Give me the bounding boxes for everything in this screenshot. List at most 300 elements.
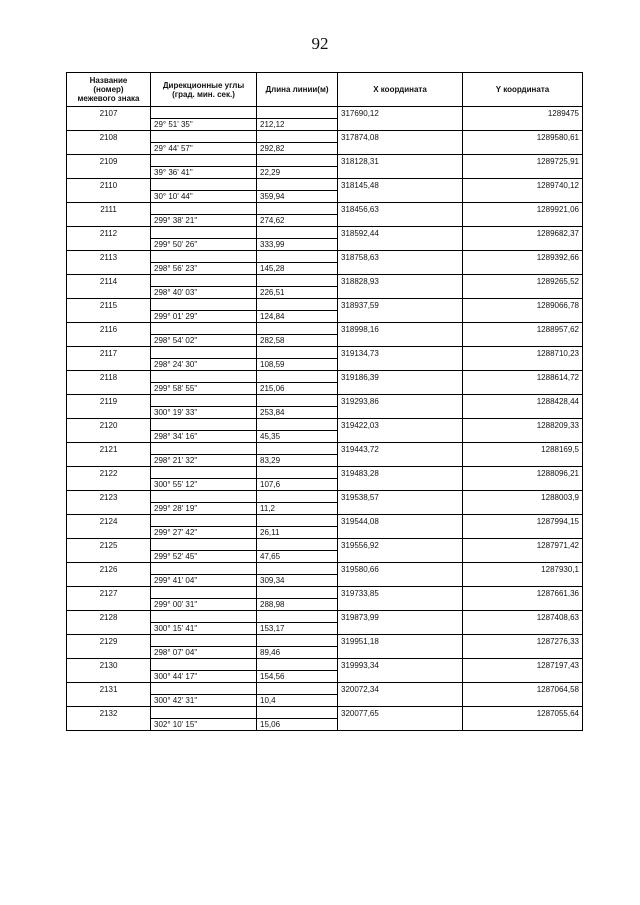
x-empty <box>338 599 463 611</box>
y-coordinate: 1287930,1 <box>463 563 583 575</box>
x-coordinate: 318456,63 <box>338 203 463 215</box>
point-name: 2113 <box>67 251 151 263</box>
x-empty <box>338 383 463 395</box>
y-coordinate: 1289265,52 <box>463 275 583 287</box>
bearing-angle: 299° 58' 55" <box>151 383 257 395</box>
y-coordinate: 1287064,58 <box>463 683 583 695</box>
line-length: 215,06 <box>257 383 338 395</box>
point-name-empty <box>67 647 151 659</box>
y-coordinate: 1287276,33 <box>463 635 583 647</box>
bearing-empty <box>151 515 257 527</box>
point-row <box>67 275 583 287</box>
x-coordinate: 317874,08 <box>338 131 463 143</box>
point-name: 2126 <box>67 563 151 575</box>
bearing-angle: 300° 42' 31" <box>151 695 257 707</box>
line-length: 89,46 <box>257 647 338 659</box>
segment-row <box>67 119 583 131</box>
length-empty <box>257 179 338 191</box>
bearing-empty <box>151 683 257 695</box>
x-empty <box>338 239 463 251</box>
y-empty <box>463 167 583 179</box>
x-coordinate: 319422,03 <box>338 419 463 431</box>
segment-row <box>67 311 583 323</box>
x-coordinate: 318758,63 <box>338 251 463 263</box>
point-row <box>67 491 583 503</box>
y-coordinate: 1289725,91 <box>463 155 583 167</box>
y-coordinate: 1288428,44 <box>463 395 583 407</box>
length-empty <box>257 107 338 119</box>
point-name-empty <box>67 407 151 419</box>
point-name-empty <box>67 239 151 251</box>
length-empty <box>257 155 338 167</box>
x-empty <box>338 551 463 563</box>
y-empty <box>463 623 583 635</box>
line-length: 226,51 <box>257 287 338 299</box>
x-coordinate: 317690,12 <box>338 107 463 119</box>
y-coordinate: 1289740,12 <box>463 179 583 191</box>
x-coordinate: 319733,85 <box>338 587 463 599</box>
point-name: 2108 <box>67 131 151 143</box>
point-name: 2124 <box>67 515 151 527</box>
bearing-angle: 299° 38' 21" <box>151 215 257 227</box>
length-empty <box>257 515 338 527</box>
x-coordinate: 319993,34 <box>338 659 463 671</box>
length-empty <box>257 275 338 287</box>
bearing-empty <box>151 227 257 239</box>
y-empty <box>463 119 583 131</box>
point-name: 2129 <box>67 635 151 647</box>
bearing-angle: 298° 21' 32" <box>151 455 257 467</box>
y-empty <box>463 719 583 731</box>
x-coordinate: 319544,08 <box>338 515 463 527</box>
x-coordinate: 319951,18 <box>338 635 463 647</box>
line-length: 145,28 <box>257 263 338 275</box>
x-empty <box>338 575 463 587</box>
point-name: 2122 <box>67 467 151 479</box>
line-length: 107,6 <box>257 479 338 491</box>
point-name-empty <box>67 479 151 491</box>
point-row <box>67 563 583 575</box>
point-name-empty <box>67 455 151 467</box>
length-empty <box>257 419 338 431</box>
bearing-angle: 299° 27' 42" <box>151 527 257 539</box>
x-empty <box>338 287 463 299</box>
y-coordinate: 1289066,78 <box>463 299 583 311</box>
header-x-coordinate: X координата <box>338 73 463 107</box>
bearing-empty <box>151 323 257 335</box>
y-empty <box>463 551 583 563</box>
header-y-coordinate: Y координата <box>463 73 583 107</box>
point-row <box>67 203 583 215</box>
y-coordinate: 1288710,23 <box>463 347 583 359</box>
y-coordinate: 1287971,42 <box>463 539 583 551</box>
bearing-angle: 30° 10' 44" <box>151 191 257 203</box>
point-name-empty <box>67 599 151 611</box>
point-row <box>67 251 583 263</box>
x-coordinate: 318128,31 <box>338 155 463 167</box>
segment-row <box>67 455 583 467</box>
x-empty <box>338 311 463 323</box>
line-length: 333,99 <box>257 239 338 251</box>
point-name-empty <box>67 335 151 347</box>
y-empty <box>463 527 583 539</box>
bearing-empty <box>151 251 257 263</box>
x-empty <box>338 359 463 371</box>
point-name-empty <box>67 287 151 299</box>
bearing-angle: 298° 07' 04" <box>151 647 257 659</box>
bearing-angle: 299° 00' 31" <box>151 599 257 611</box>
length-empty <box>257 299 338 311</box>
bearing-empty <box>151 419 257 431</box>
x-coordinate: 319134,73 <box>338 347 463 359</box>
line-length: 15,06 <box>257 719 338 731</box>
bearing-empty <box>151 131 257 143</box>
point-name: 2110 <box>67 179 151 191</box>
length-empty <box>257 563 338 575</box>
line-length: 108,59 <box>257 359 338 371</box>
point-name-empty <box>67 263 151 275</box>
y-empty <box>463 431 583 443</box>
point-name: 2119 <box>67 395 151 407</box>
x-coordinate: 319873,99 <box>338 611 463 623</box>
segment-row <box>67 551 583 563</box>
y-coordinate: 1289475 <box>463 107 583 119</box>
y-empty <box>463 143 583 155</box>
point-name-empty <box>67 311 151 323</box>
x-coordinate: 319186,39 <box>338 371 463 383</box>
segment-row <box>67 335 583 347</box>
length-empty <box>257 539 338 551</box>
y-empty <box>463 359 583 371</box>
point-name-empty <box>67 383 151 395</box>
point-name: 2107 <box>67 107 151 119</box>
length-empty <box>257 371 338 383</box>
length-empty <box>257 635 338 647</box>
y-coordinate: 1287408,63 <box>463 611 583 623</box>
x-empty <box>338 335 463 347</box>
y-empty <box>463 263 583 275</box>
length-empty <box>257 251 338 263</box>
line-length: 11,2 <box>257 503 338 515</box>
point-row <box>67 707 583 719</box>
y-coordinate: 1288209,33 <box>463 419 583 431</box>
x-empty <box>338 431 463 443</box>
x-coordinate: 318937,59 <box>338 299 463 311</box>
x-coordinate: 318592,44 <box>338 227 463 239</box>
bearing-empty <box>151 707 257 719</box>
y-coordinate: 1287994,15 <box>463 515 583 527</box>
bearing-angle: 298° 56' 23" <box>151 263 257 275</box>
point-name-empty <box>67 431 151 443</box>
y-coordinate: 1289580,61 <box>463 131 583 143</box>
bearing-empty <box>151 275 257 287</box>
header-line-length: Длина линии(м) <box>257 73 338 107</box>
bearing-empty <box>151 443 257 455</box>
x-empty <box>338 167 463 179</box>
bearing-empty <box>151 467 257 479</box>
segment-row <box>67 527 583 539</box>
bearing-angle: 299° 50' 26" <box>151 239 257 251</box>
bearing-angle: 29° 51' 35" <box>151 119 257 131</box>
x-empty <box>338 719 463 731</box>
line-length: 288,98 <box>257 599 338 611</box>
y-empty <box>463 215 583 227</box>
point-name: 2131 <box>67 683 151 695</box>
x-empty <box>338 527 463 539</box>
y-empty <box>463 287 583 299</box>
x-coordinate: 319580,66 <box>338 563 463 575</box>
length-empty <box>257 467 338 479</box>
point-row <box>67 587 583 599</box>
point-name: 2118 <box>67 371 151 383</box>
point-row <box>67 131 583 143</box>
point-name: 2114 <box>67 275 151 287</box>
table-body <box>67 107 583 731</box>
segment-row <box>67 215 583 227</box>
header-bearing: Дирекционные углы (град. мин. сек.) <box>151 73 257 107</box>
segment-row <box>67 575 583 587</box>
point-name-empty <box>67 623 151 635</box>
y-empty <box>463 575 583 587</box>
segment-row <box>67 287 583 299</box>
point-name: 2117 <box>67 347 151 359</box>
length-empty <box>257 491 338 503</box>
point-row <box>67 539 583 551</box>
y-coordinate: 1288169,5 <box>463 443 583 455</box>
point-name: 2130 <box>67 659 151 671</box>
page-number: 92 <box>311 34 329 53</box>
y-coordinate: 1287197,43 <box>463 659 583 671</box>
y-empty <box>463 335 583 347</box>
x-empty <box>338 215 463 227</box>
line-length: 45,35 <box>257 431 338 443</box>
bearing-angle: 299° 28' 19" <box>151 503 257 515</box>
line-length: 153,17 <box>257 623 338 635</box>
length-empty <box>257 587 338 599</box>
point-name: 2112 <box>67 227 151 239</box>
point-name-empty <box>67 119 151 131</box>
length-empty <box>257 227 338 239</box>
line-length: 154,56 <box>257 671 338 683</box>
point-name: 2128 <box>67 611 151 623</box>
length-empty <box>257 443 338 455</box>
point-name-empty <box>67 167 151 179</box>
bearing-angle: 299° 52' 45" <box>151 551 257 563</box>
length-empty <box>257 131 338 143</box>
segment-row <box>67 623 583 635</box>
segment-row <box>67 143 583 155</box>
header-point-name: Название (номер) межевого знака <box>67 73 151 107</box>
x-empty <box>338 623 463 635</box>
length-empty <box>257 347 338 359</box>
point-row <box>67 443 583 455</box>
bearing-angle: 298° 40' 03" <box>151 287 257 299</box>
point-row <box>67 299 583 311</box>
point-name: 2123 <box>67 491 151 503</box>
x-coordinate: 318998,16 <box>338 323 463 335</box>
y-empty <box>463 599 583 611</box>
point-name: 2125 <box>67 539 151 551</box>
x-coordinate: 318145,48 <box>338 179 463 191</box>
x-coordinate: 319538,57 <box>338 491 463 503</box>
y-empty <box>463 407 583 419</box>
bearing-angle: 29° 44' 57" <box>151 143 257 155</box>
boundary-coordinates-table <box>66 72 583 731</box>
line-length: 282,58 <box>257 335 338 347</box>
bearing-angle: 300° 55' 12" <box>151 479 257 491</box>
segment-row <box>67 647 583 659</box>
point-name-empty <box>67 671 151 683</box>
line-length: 124,84 <box>257 311 338 323</box>
length-empty <box>257 659 338 671</box>
bearing-empty <box>151 203 257 215</box>
line-length: 26,11 <box>257 527 338 539</box>
point-row <box>67 515 583 527</box>
point-row <box>67 467 583 479</box>
length-empty <box>257 611 338 623</box>
y-coordinate: 1288096,21 <box>463 467 583 479</box>
y-empty <box>463 503 583 515</box>
segment-row <box>67 359 583 371</box>
segment-row <box>67 599 583 611</box>
x-empty <box>338 119 463 131</box>
x-empty <box>338 503 463 515</box>
y-empty <box>463 239 583 251</box>
x-coordinate: 319556,92 <box>338 539 463 551</box>
line-length: 83,29 <box>257 455 338 467</box>
segment-row <box>67 479 583 491</box>
bearing-empty <box>151 347 257 359</box>
bearing-angle: 298° 24' 30" <box>151 359 257 371</box>
point-row <box>67 371 583 383</box>
bearing-empty <box>151 563 257 575</box>
line-length: 253,84 <box>257 407 338 419</box>
x-coordinate: 320077,65 <box>338 707 463 719</box>
segment-row <box>67 167 583 179</box>
point-name-empty <box>67 551 151 563</box>
y-coordinate: 1289921,06 <box>463 203 583 215</box>
y-empty <box>463 671 583 683</box>
bearing-empty <box>151 299 257 311</box>
bearing-angle: 300° 44' 17" <box>151 671 257 683</box>
length-empty <box>257 323 338 335</box>
y-empty <box>463 191 583 203</box>
segment-row <box>67 407 583 419</box>
point-row <box>67 155 583 167</box>
point-row <box>67 347 583 359</box>
line-length: 292,82 <box>257 143 338 155</box>
point-name: 2111 <box>67 203 151 215</box>
x-coordinate: 318828,93 <box>338 275 463 287</box>
bearing-empty <box>151 635 257 647</box>
point-row <box>67 611 583 623</box>
y-coordinate: 1288614,72 <box>463 371 583 383</box>
bearing-empty <box>151 491 257 503</box>
line-length: 274,62 <box>257 215 338 227</box>
length-empty <box>257 395 338 407</box>
bearing-empty <box>151 659 257 671</box>
point-row <box>67 635 583 647</box>
y-coordinate: 1287661,36 <box>463 587 583 599</box>
x-empty <box>338 191 463 203</box>
point-name-empty <box>67 695 151 707</box>
point-name-empty <box>67 719 151 731</box>
segment-row <box>67 431 583 443</box>
x-empty <box>338 143 463 155</box>
segment-row <box>67 671 583 683</box>
x-coordinate: 319483,28 <box>338 467 463 479</box>
line-length: 359,94 <box>257 191 338 203</box>
bearing-empty <box>151 179 257 191</box>
point-row <box>67 683 583 695</box>
x-empty <box>338 407 463 419</box>
point-row <box>67 107 583 119</box>
point-name: 2115 <box>67 299 151 311</box>
bearing-angle: 298° 34' 16" <box>151 431 257 443</box>
point-name-empty <box>67 359 151 371</box>
bearing-empty <box>151 107 257 119</box>
bearing-empty <box>151 371 257 383</box>
line-length: 47,65 <box>257 551 338 563</box>
bearing-angle: 39° 36' 41" <box>151 167 257 179</box>
x-coordinate: 319293,86 <box>338 395 463 407</box>
point-row <box>67 323 583 335</box>
y-coordinate: 1289392,66 <box>463 251 583 263</box>
line-length: 10,4 <box>257 695 338 707</box>
point-row <box>67 227 583 239</box>
x-empty <box>338 671 463 683</box>
length-empty <box>257 683 338 695</box>
point-name-empty <box>67 527 151 539</box>
x-coordinate: 320072,34 <box>338 683 463 695</box>
point-name: 2132 <box>67 707 151 719</box>
point-name: 2127 <box>67 587 151 599</box>
bearing-angle: 298° 54' 02" <box>151 335 257 347</box>
point-name-empty <box>67 503 151 515</box>
bearing-empty <box>151 395 257 407</box>
x-empty <box>338 263 463 275</box>
point-name: 2109 <box>67 155 151 167</box>
point-row <box>67 179 583 191</box>
y-empty <box>463 479 583 491</box>
line-length: 22,29 <box>257 167 338 179</box>
segment-row <box>67 695 583 707</box>
y-empty <box>463 383 583 395</box>
bearing-angle: 300° 19' 33" <box>151 407 257 419</box>
point-row <box>67 395 583 407</box>
segment-row <box>67 383 583 395</box>
point-name: 2120 <box>67 419 151 431</box>
bearing-empty <box>151 587 257 599</box>
point-name-empty <box>67 575 151 587</box>
line-length: 309,34 <box>257 575 338 587</box>
bearing-angle: 302° 10' 15" <box>151 719 257 731</box>
y-empty <box>463 695 583 707</box>
point-row <box>67 659 583 671</box>
y-coordinate: 1288957,62 <box>463 323 583 335</box>
bearing-empty <box>151 155 257 167</box>
point-name-empty <box>67 191 151 203</box>
point-name: 2121 <box>67 443 151 455</box>
segment-row <box>67 239 583 251</box>
point-row <box>67 419 583 431</box>
x-empty <box>338 647 463 659</box>
bearing-angle: 299° 41' 04" <box>151 575 257 587</box>
y-coordinate: 1288003,9 <box>463 491 583 503</box>
y-coordinate: 1287055,64 <box>463 707 583 719</box>
x-empty <box>338 479 463 491</box>
y-empty <box>463 455 583 467</box>
